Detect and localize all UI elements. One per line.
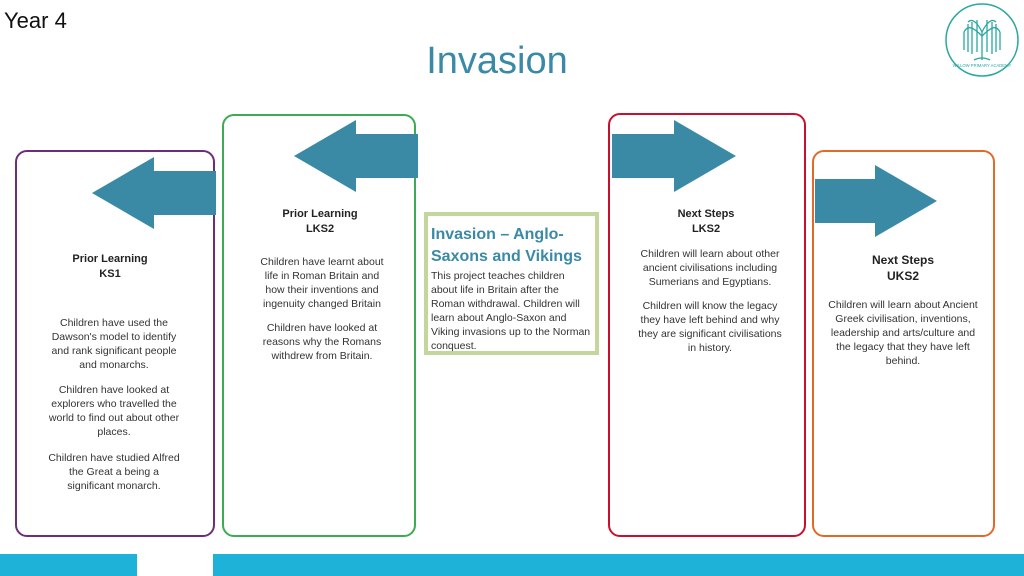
logo-text: WILLOW PRIMARY ACADEMY [952, 63, 1012, 68]
arrow-left-icon [294, 120, 418, 192]
invasion-topic-box [424, 212, 599, 355]
arrow-right-icon [612, 120, 736, 192]
arrow-right-icon [815, 165, 937, 237]
next-lks2-text-2: Children will know the legacy they have left behind and why they are significant civilisations in history. [638, 300, 782, 354]
prior-ks1-heading: Prior Learning KS1 [72, 253, 148, 280]
arrow-left-icon [92, 157, 216, 229]
prior-ks1-text-3: Children have studied Alfred the Great a being a significant monarch. [48, 452, 180, 492]
bottom-bar-right [213, 554, 1024, 576]
year-label: Year 4 [4, 8, 67, 33]
prior-lks2-text-2: Children have looked at reasons why the Romans withdrew from Britain. [262, 322, 382, 362]
prior-lks2-heading: Prior Learning LKS2 [282, 208, 358, 235]
prior-ks1-text-1: Children have used the Dawson's model to identify and rank significant people and monarchs. [51, 317, 177, 371]
next-uks2-text-1: Children will learn about Ancient Greek civilisation, inventions, leadership and arts/culture and the legacy that they have left behind. [828, 299, 978, 367]
topic-title: Invasion – Anglo-Saxons and Vikings [431, 226, 582, 265]
next-uks2-heading: Next Steps UKS2 [871, 253, 935, 283]
prior-lks2-text-1: Children have learnt about life in Roman Britain and how their inventions and ingenuity changed Britain [260, 256, 384, 310]
next-lks2-text-1: Children will learn about other ancient civilisations including Sumerians and Egyptians. [640, 248, 780, 288]
page-title: Invasion [426, 40, 568, 82]
bottom-bar-left [0, 554, 137, 576]
prior-ks1-text-2: Children have looked at explorers who travelled the world to find out about other places. [48, 384, 180, 438]
next-lks2-heading: Next Steps LKS2 [677, 208, 735, 235]
topic-description: This project teaches children about life in Britain after the Roman withdrawal. Children will learn about Anglo-Saxon and Viking invasions up to the Norman conquest. [431, 270, 591, 352]
school-logo [944, 2, 1020, 78]
